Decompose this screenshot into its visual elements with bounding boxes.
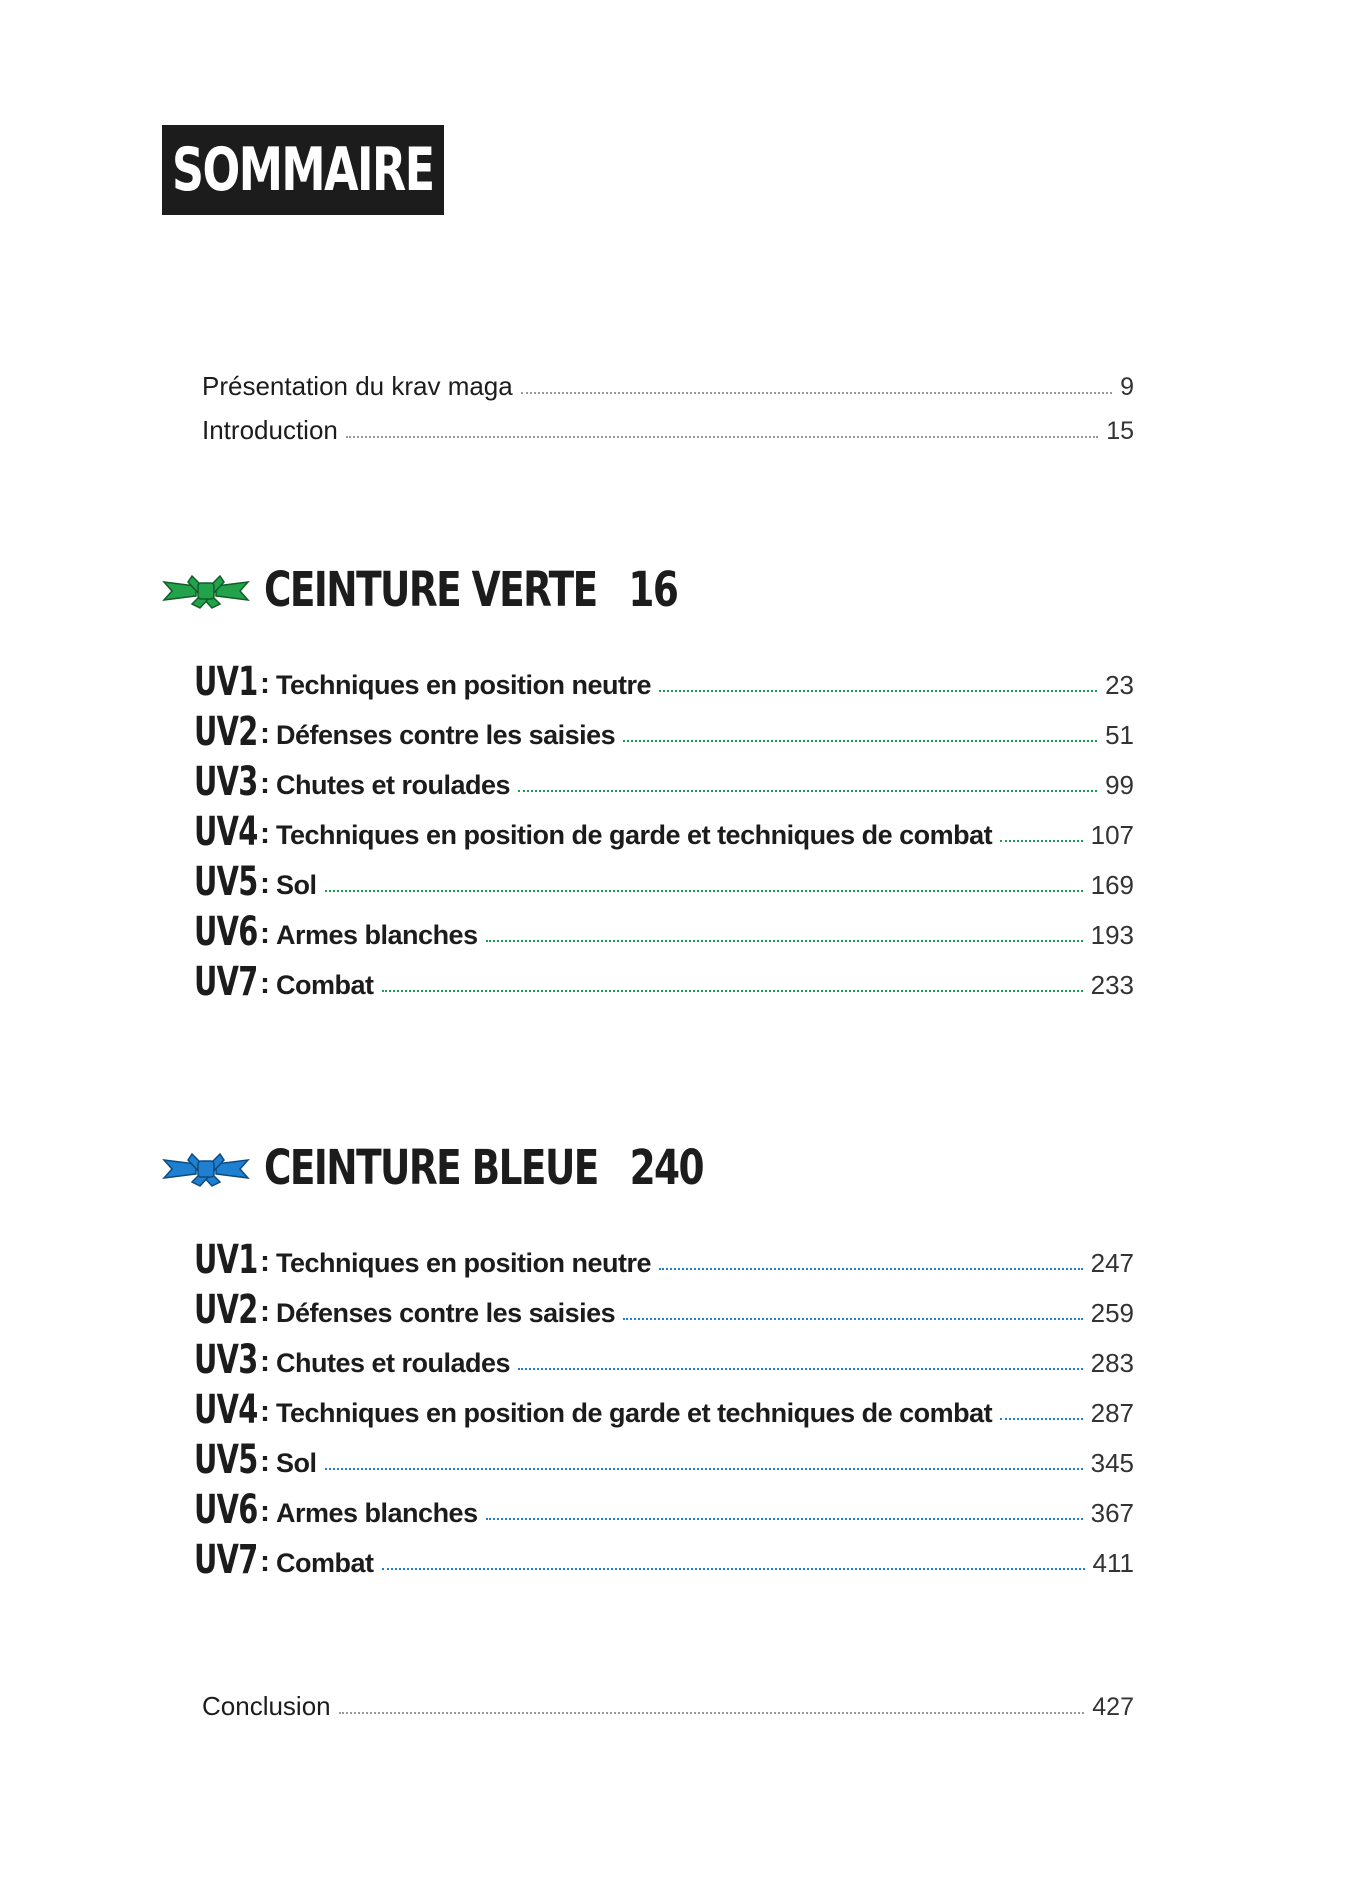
uv-colon: : [260,1445,270,1478]
page-title-box [162,125,444,215]
toc-entry-label: Techniques en position neutre [276,670,652,700]
toc-entry-label: Conclusion [202,1691,331,1721]
section-page: 240 [629,1140,704,1196]
dot-leader [1000,840,1082,842]
dot-leader [325,1468,1083,1470]
uv-code: UV5 [194,859,258,905]
dot-leader [623,1318,1082,1320]
section-title: CEINTURE BLEUE [264,1140,598,1196]
uv-colon: : [260,1345,270,1378]
dot-leader [518,790,1097,792]
toc-entry-verte-uv5[interactable] [194,859,1134,905]
section-page: 16 [628,562,678,618]
toc-entry-page: 23 [1105,670,1134,700]
toc-entry-label: Sol [276,870,317,900]
uv-code: UV1 [194,659,258,705]
dot-leader [521,392,1112,394]
uv-code: UV3 [194,759,258,805]
toc-entry-verte-uv3[interactable] [194,759,1134,805]
toc-entry-page: 247 [1090,1248,1134,1278]
uv-code: UV6 [194,1487,258,1533]
toc-entry-verte-uv6[interactable] [194,909,1134,955]
toc-entry-label: Combat [276,1548,374,1578]
toc-entry-conclusion[interactable] [202,1682,1134,1722]
toc-entry-label: Techniques en position de garde et techniques de combat [276,820,993,850]
uv-colon: : [260,917,270,950]
toc-entry-page: 283 [1090,1348,1134,1378]
toc-entry-label: Chutes et roulades [276,1348,511,1378]
toc-entry-page: 15 [1106,417,1134,445]
toc-entry-bleue-uv2[interactable] [194,1287,1134,1333]
dot-leader [325,890,1083,892]
toc-entry-bleue-uv7[interactable] [194,1537,1134,1583]
toc-entry-label: Techniques en position de garde et techniques de combat [276,1398,993,1428]
uv-colon: : [260,1495,270,1528]
toc-entry-label: Introduction [202,415,338,445]
uv-colon: : [260,767,270,800]
toc-entry-label: Défenses contre les saisies [276,720,616,750]
toc-entry-page: 427 [1092,1693,1134,1721]
dot-leader [659,690,1097,692]
uv-code: UV7 [194,1537,258,1583]
dot-leader [1000,1418,1082,1420]
toc-entry-label: Présentation du krav maga [202,371,513,401]
uv-code: UV5 [194,1437,258,1483]
dot-leader [346,436,1098,438]
dot-leader [382,1568,1085,1570]
dot-leader [486,1518,1083,1520]
uv-code: UV6 [194,909,258,955]
uv-code: UV7 [194,959,258,1005]
uv-colon: : [260,1245,270,1278]
toc-entry-verte-uv7[interactable] [194,959,1134,1005]
uv-colon: : [260,817,270,850]
toc-entry-label: Sol [276,1448,317,1478]
toc-entry-verte-uv2[interactable] [194,709,1134,755]
section-heading-ceinture-verte[interactable] [162,560,794,620]
dot-leader [659,1268,1083,1270]
uv-colon: : [260,967,270,1000]
toc-entry-bleue-uv4[interactable] [194,1387,1134,1433]
toc-entry-page: 51 [1105,720,1134,750]
toc-entry-label: Armes blanches [276,920,478,950]
toc-entry-label: Techniques en position neutre [276,1248,652,1278]
toc-entry-page: 259 [1090,1298,1134,1328]
green-belt-knot-icon [162,570,250,610]
uv-code: UV3 [194,1337,258,1383]
dot-leader [518,1368,1083,1370]
toc-entry-page: 367 [1090,1498,1134,1528]
uv-colon: : [260,1395,270,1428]
uv-colon: : [260,867,270,900]
uv-code: UV4 [194,809,258,855]
uv-colon: : [260,717,270,750]
toc-entry-page: 9 [1120,373,1134,401]
page-title: SOMMAIRE [172,135,434,205]
toc-entry-page: 287 [1090,1398,1134,1428]
section-title: CEINTURE VERTE [264,562,597,618]
toc-entry-bleue-uv5[interactable] [194,1437,1134,1483]
uv-colon: : [260,667,270,700]
uv-code: UV2 [194,1287,258,1333]
toc-entry-label: Armes blanches [276,1498,478,1528]
uv-colon: : [260,1295,270,1328]
toc-entry-page: 193 [1090,920,1134,950]
toc-entry-page: 107 [1090,820,1134,850]
toc-entry-page: 411 [1092,1548,1134,1578]
toc-entry-page: 169 [1090,870,1134,900]
toc-entry-bleue-uv1[interactable] [194,1237,1134,1283]
toc-entry-bleue-uv6[interactable] [194,1487,1134,1533]
section-heading-ceinture-bleue[interactable] [162,1138,827,1198]
toc-entry-label: Combat [276,970,374,1000]
toc-entry-verte-uv4[interactable] [194,809,1134,855]
toc-entry-presentation[interactable] [202,362,1134,402]
toc-entry-page: 99 [1105,770,1134,800]
toc-entry-page: 233 [1090,970,1134,1000]
toc-entry-introduction[interactable] [202,406,1134,446]
dot-leader [623,740,1097,742]
toc-entry-verte-uv1[interactable] [194,659,1134,705]
uv-code: UV2 [194,709,258,755]
uv-code: UV4 [194,1387,258,1433]
uv-colon: : [260,1545,270,1578]
uv-code: UV1 [194,1237,258,1283]
toc-entry-label: Défenses contre les saisies [276,1298,616,1328]
toc-entry-label: Chutes et roulades [276,770,511,800]
dot-leader [382,990,1083,992]
dot-leader [339,1712,1085,1714]
blue-belt-knot-icon [162,1148,250,1188]
dot-leader [486,940,1083,942]
toc-entry-bleue-uv3[interactable] [194,1337,1134,1383]
toc-entry-page: 345 [1090,1448,1134,1478]
